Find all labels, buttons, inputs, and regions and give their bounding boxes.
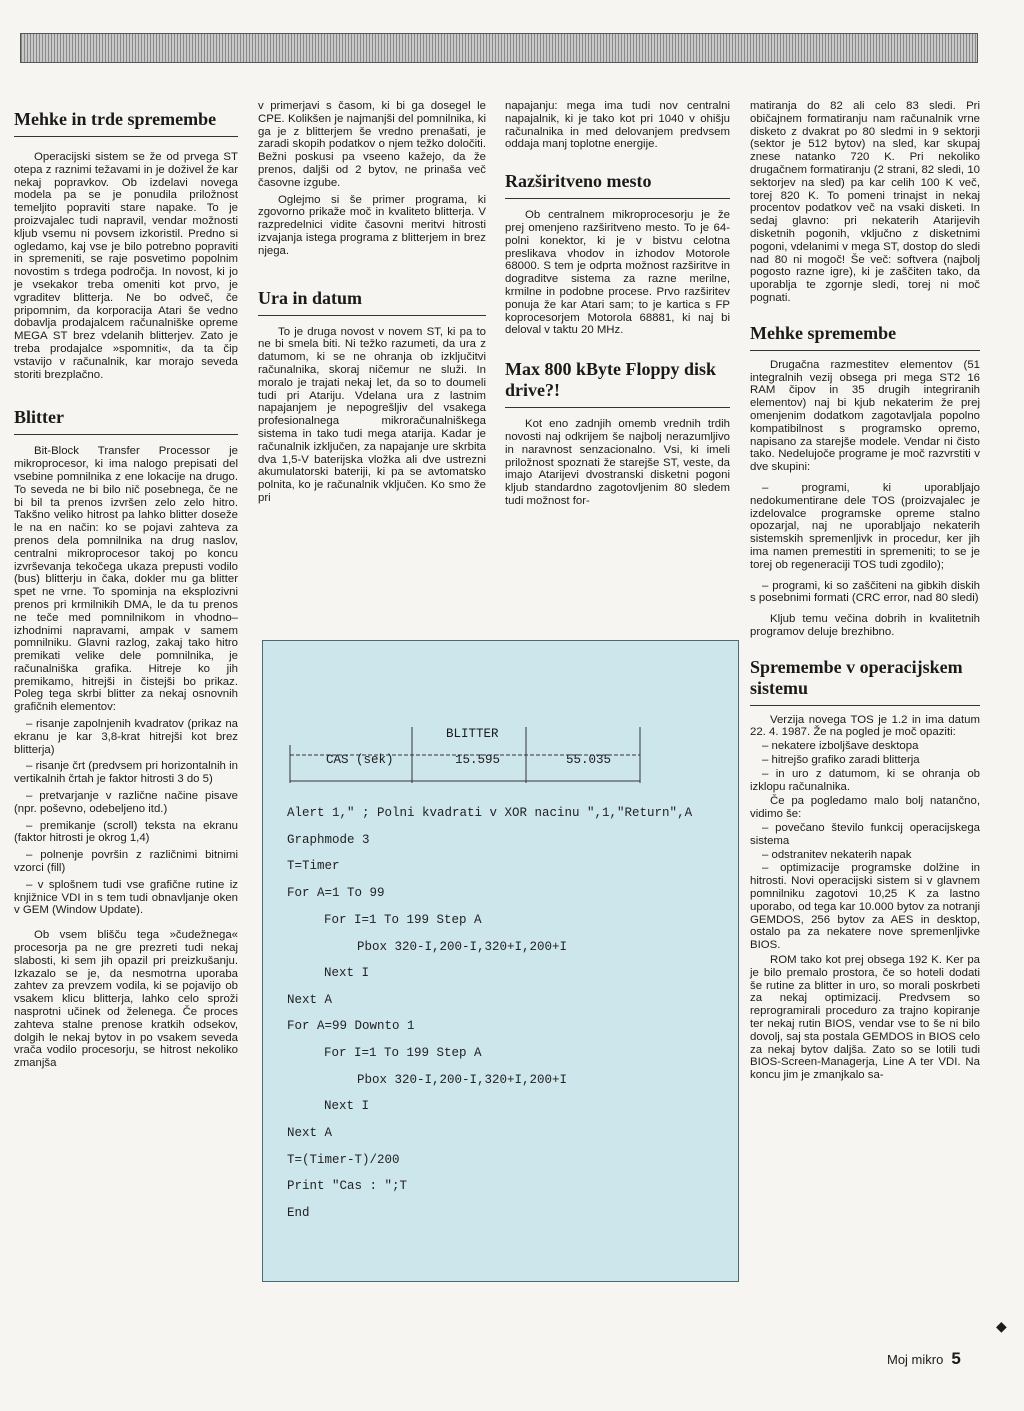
code-line: Pbox 320-I,200-I,320+I,200+I xyxy=(327,940,568,954)
column-2 xyxy=(258,100,486,505)
code-line: Print "Cas : ";T xyxy=(287,1179,408,1193)
code-line: Next I xyxy=(309,966,370,980)
paragraph: Operacijski sistem se že od prvega ST otepa z raznimi težavami in je doživel že kar nekaj popravkov. Ob izdelavi novega modela pa se je ponudila priložnost temeljito popraviti stare napake. To je proizvajalec tudi napravil, vendar možnosti kljub vsemu ni povsem izkoristil. Predno si ogledamo, kaj vse je bilo potrebno popraviti in spremeniti, se raje posvetimo popolnim novostim s trdega področja. In novost, ki jo je vsekakor treba omeniti kot prvo, je vgraditev blitterja. Ne bo odveč, če pripomnim, da korporacija Atari še vedno dobavlja prodajalcem računalniške opreme MEGA ST brez vdelanih blitterjev. Zato je treba prodajalce »spomniti«, da ta čip vstavijo v računalnik, kar morajo seveda storiti brezplačno. xyxy=(14,151,238,381)
code-line: For I=1 To 199 Step A xyxy=(309,913,482,927)
code-line: Next I xyxy=(309,1099,370,1113)
heading-floppy: Max 800 kByte Floppy disk drive?! xyxy=(505,359,717,401)
list-item: – risanje črt (predvsem pri horizontalnih in vertikalnih črtah je faktor hitrosti 3 do 5) xyxy=(14,760,238,786)
divider xyxy=(14,136,238,137)
heading-mehke-in-trde: Mehke in trde spremembe xyxy=(14,109,217,129)
paragraph: matiranja do 82 ali celo 83 sledi. Pri običajnem formatiranju nam računalnik vrne disketo z dvakrat po 80 sledmi in 9 sektorji (sektor je 512 bytov) na sled, kar skupaj znese natanko 720 K. Pri nekoliko drugačnem formatiranju (2 strani, 82 sledi, 10 sektorjev na sled) pa kar celih 100 K več, torej 820 K. To pomeni trinajst in nekaj procentov podatkov več na vsaki disketi. In sedaj glavno: pri nekaterih Atarijevih disketnih pogonih, vključno z disketnimi pogoni, vdelanimi v mega ST, dostop do sledi nad 80 ni mogoč! Še več: softvera (najbolj pogosto razne igre), ki je zaščiten tako, da uporablja te zgornje sledi, torej ni moč pognati. xyxy=(750,100,980,304)
divider xyxy=(750,705,980,706)
divider xyxy=(505,407,730,408)
code-line: Next A xyxy=(287,993,333,1007)
list-item: – risanje zapolnjenih kvadratov (prikaz na ekranu je kar 3,8-krat hitrejši kot brez blitterja) xyxy=(14,718,238,756)
paragraph: Ob vsem blišču tega »čudežnega« procesorja pa ne gre prezreti tudi nekaj slabosti, ki sem jih opazil pri preizkušanju. Izkazalo se je, da nesmotrna uporaba zahtev za prevzem vodila, ki se pojavijo ob vsakem klicu blitterja, lahko celo sproži nasprotni učinek od želenega. Če proces zahteva stalne prenose kratkih odsekov, dolgih le nekaj bytov in po vsakem seveda vrača vodilo procesorju, se hitrost nekoliko zmanjša xyxy=(14,929,238,1070)
continue-arrow-icon: ◆ xyxy=(996,1318,1007,1334)
table-header-blitter: BLITTER xyxy=(446,727,499,741)
list-item: – hitrejšo grafiko zaradi blitterja xyxy=(762,754,920,767)
page-footer xyxy=(887,1349,961,1369)
list-item: – v splošnem tudi vse grafične rutine iz knjižnice VDI in s tem tudi obnavljanje oken v GEM (Window Update). xyxy=(14,878,238,917)
list-item: – pretvarjanje v različne načine pisave (npr. poševno, odebeljeno itd.) xyxy=(14,790,238,815)
code-line: For A=1 To 99 xyxy=(287,886,385,900)
divider xyxy=(750,350,980,351)
list-item: – povečano število funkcij operacijskega sistema xyxy=(750,822,980,847)
paragraph: Bit-Block Transfer Processor je mikroprocesor, ki ima nalogo prepisati del vsebine pomnilnika z ene lokacije na drugo. To seveda ne bi bilo nič posebnega, če ne bi bil ta prenos izvršen zelo zelo hitro. Takšno veliko hitrost pa lahko blitter doseže le na en način: ko se pojavi zahteva za prenos dela pomnilnika na drug naslov, centralni mikroprocesor takoj po koncu izvrševanja tekočega ukaza prepusti vodilo (bus) blitterju in čaka, dokler mu ga blitter spet ne vrne. To spominja na eksplozivni prenos pri krmilnikih DMA, le da tu prenos ne teče med pomnilnikom in vhodno–izhodnimi napravami, ampak v samem pomnilniku. Glavni razlog, zakaj tako hitro premikati velike dele pomnilnika, je računalniška grafika. Hitreje ko jih premikamo, hitrejši in čistejši bo prikaz. Poleg tega skrbi blitter za nekaj osnovnih grafičnih elementov: xyxy=(14,445,238,714)
paragraph: Drugačna razmestitev elementov (51 integralnih vezij obsega pri mega ST2 16 RAM čipov in 35 drugih integriranih elementov) naj bi kjub nekaterim že prej omenjenim dodatkom zagotavljala popolno kompatibilnost s programsko opremo, napisano za starejše modele. Vendar ni čisto tako. Nedelujoče programe je moč razvrstiti v dve skupini: xyxy=(750,358,980,474)
paragraph: Kljub temu večina dobrih in kvalitetnih programov deluje brezhibno. xyxy=(750,613,980,638)
code-line: Alert 1," ; Polni kvadrati v XOR nacinu ",1,"Return",A xyxy=(287,806,693,820)
table-value-without-blitter: 55.035 xyxy=(566,753,612,767)
paragraph: Verzija novega TOS je 1.2 in ima datum 22. 4. 1987. Že na pogled je moč opaziti: xyxy=(750,713,980,739)
code-line: Pbox 320-I,200-I,320+I,200+I xyxy=(327,1073,568,1087)
list-item: – odstranitev nekaterih napak xyxy=(762,848,912,861)
divider xyxy=(258,315,486,316)
code-line: End xyxy=(287,1206,310,1220)
magazine-name: Moj mikro xyxy=(887,1352,944,1367)
list-item: – optimizacije programske dolžine in hitrosti. Novi operacijski sistem si v glavnem pomnilniku zagotovi 10,25 K za lastno uporabo, od tega kar 10.000 bytov za notranji GEMDOS, 256 bytov za AES in desktop, ostalo pa za nekatere nove spremenljivke BIOS. xyxy=(750,862,980,952)
list-item: – programi, ki so zaščiteni na gibkih diskih s posebnimi formati (CRC error, nad 80 sledi) xyxy=(750,579,980,605)
feature-list xyxy=(14,718,238,917)
column-3 xyxy=(505,100,730,508)
heading-ura-in-datum: Ura in datum xyxy=(258,287,363,308)
heading-mehke-spremembe: Mehke spremembe xyxy=(750,322,897,343)
code-line: Next A xyxy=(287,1126,333,1140)
code-line: Graphmode 3 xyxy=(287,833,370,847)
column-1 xyxy=(14,100,238,1070)
code-line: For A=99 Downto 1 xyxy=(287,1019,415,1033)
list-item: – programi, ki uporabljajo nedokumentirane dele TOS (proizvajalec je izdelovalce programske opreme stalno opozarjal, naj ne uporabljajo nekaterih sistemskih spremenljivk in procedur, ker jih ima namen premestiti in spremeniti; to se je torej ob regeneraciji TOS tudi zgodilo); xyxy=(750,481,980,571)
heading-blitter: Blitter xyxy=(14,407,64,428)
paragraph: ROM tako kot prej obsega 192 K. Ker pa je bilo premalo prostora, če so hoteli dodati še rutine za blitter in uro, so morali poskrbeti za nekaj optimizacij. Predvsem so reprogramirali proceduro za trajno kopiranje ter nekaj rutin BIOS, vendar vse to še ni bilo dovolj, saj sta postala GEMDOS in BIOS celo za nekaj bytov daljša. Zato so se lotili tudi BIOS-Screen-Managerja, Line A ter VDI. Na koncu jim je zmanjkalo sa- xyxy=(750,954,980,1082)
list-item: – premikanje (scroll) teksta na ekranu (faktor hitrosti je okrog 1,4) xyxy=(14,819,238,845)
heading-razsiritveno-mesto: Razširitveno mesto xyxy=(505,171,652,192)
paragraph: To je druga novost v novem ST, ki pa to ne bi smela biti. Ni težko razumeti, da ura z datumom, ki se ne ohranja ob izključitvi računalnika, skoraj ničemur ne služi. In moralo je trajati nekaj let, da so to doumeli tudi pri Atariju. Vdelana ura z lastnim napajanjem je nepogrešljiv del vsakega profesionalnega mikroračunalniškega sistema in tako tudi mega atarija. Kadar je računalnik izključen, za napajanje ure skrbita dva 1,5-V baterijska vložka ali dve ustrezni akumulatorski bateriji, ki pa se avtomatsko polnita, ko je računalnik vključen. Ko smo že pri xyxy=(258,325,486,504)
table-label-cas: CAS (sek) xyxy=(326,753,394,767)
paragraph: napajanju: mega ima tudi nov centralni napajalnik, ki je tako kot pri 1040 v ohišju računalnika in med delovanjem predvsem oddaja manj toplotne energije. xyxy=(505,100,730,151)
divider xyxy=(505,198,730,199)
paragraph: Če pa pogledamo malo bolj natančno, vidimo še: xyxy=(750,795,980,821)
list-item: – in uro z datumom, ki se ohranja ob izklopu računalnika. xyxy=(750,767,980,793)
code-line: For I=1 To 199 Step A xyxy=(309,1046,482,1060)
table-value-with-blitter: 15.595 xyxy=(455,753,501,767)
code-line: T=Timer xyxy=(287,859,340,873)
list-item: – nekatere izboljšave desktopa xyxy=(762,740,919,753)
column-4 xyxy=(750,100,980,1082)
code-line: T=(Timer-T)/200 xyxy=(287,1153,400,1167)
page-number: 5 xyxy=(951,1349,961,1368)
paragraph: Kot eno zadnjih omemb vrednih trdih novosti naj odkrijem še najbolj nerazumljivo in naravnost senzacionalno. Vsi, ki imeli priložnost spoznati že starejše ST, veste, da imajo Atarijevi dvostranski disketni pogoni kljub standardno zagotovljenim 80 sledem tudi možnost for- xyxy=(505,418,730,507)
paragraph: v primerjavi s časom, ki bi ga dosegel le CPE. Kolikšen je najmanjši del pomnilnika, ki ga je z blitterjem še vredno prenašati, je zaradi skopih podatkov o njem težko določiti. Bežni poskusi pa vseeno kažejo, da že prenos, daljši od 2 bytov, ne prinaša več časovne izgube. xyxy=(258,100,486,189)
paragraph: Ob centralnem mikroprocesorju je že prej omenjeno razširitveno mesto. To je 64-polni konektor, ki je v bistvu celotna preslikava vhodov in izhodov Motorole 68000. S tem je odprta možnost razširitve in dograditve sistema za razne merilne, krmilne in podobne procese. Prvo razširitev ponuja že kar Atari sam; to je kartica s FP koprocesorjem Motorola 68881, ki naj bi deloval v taktu 20 MHz. xyxy=(505,209,730,337)
decorative-top-bar xyxy=(20,33,978,63)
list-item: – polnenje površin z različnimi bitnimi vzorci (fill) xyxy=(14,849,238,875)
divider xyxy=(14,434,238,435)
paragraph: Oglejmo si še primer programa, ki zgovorno prikaže moč in kvaliteto blitterja. V razpredelnici vidite časovni meritvi hitrosti izvajanja istega programa z blitterjem in brez njega. xyxy=(258,193,486,257)
heading-spremembe-os: Spremembe v operacijskem sistemu xyxy=(750,656,963,698)
